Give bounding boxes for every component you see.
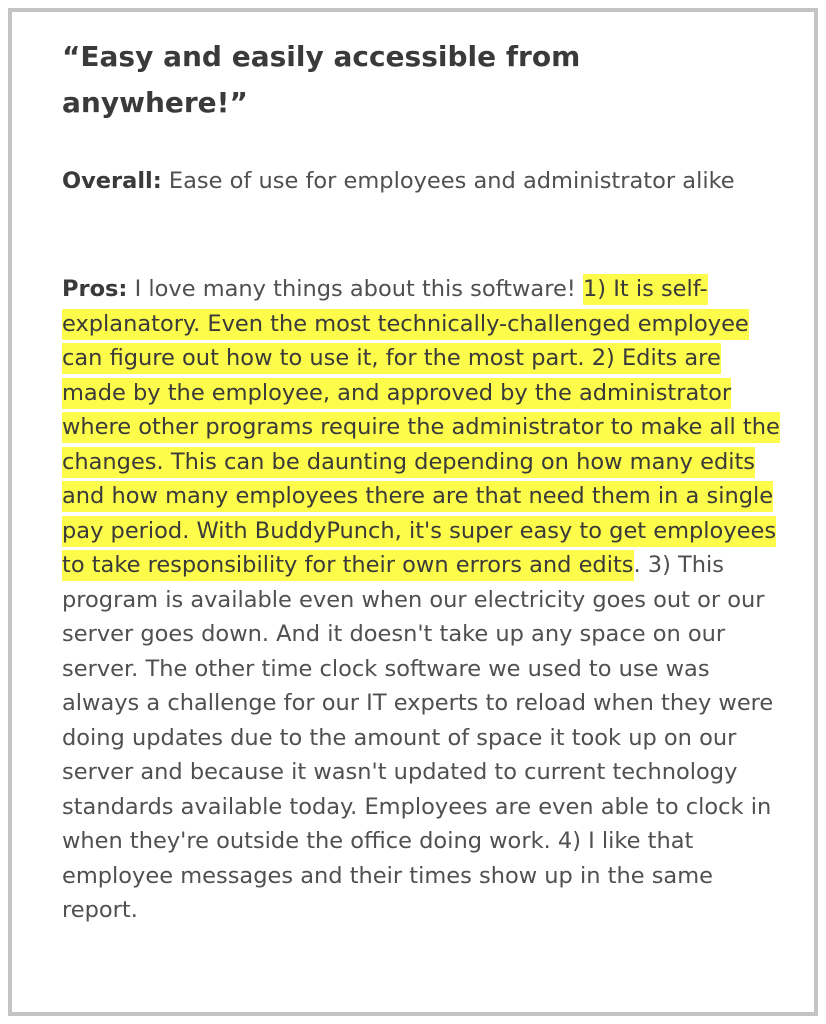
review-card [8, 8, 818, 1016]
review-title: “Easy and easily accessible from anywhere!” [62, 40, 581, 119]
overall-label: Overall: [62, 168, 162, 194]
pros-paragraph [62, 272, 782, 928]
pros-rest-text: . 3) This program is available even when our electricity goes out or our server goes down. And it doesn't take up any space on our server. The other time clock software we used to use was always a challenge for our IT experts to reload when they were doing updates due to the amount of space it took up on our server and because it wasn't updated to current technology standards available today. Employees are even able to clock in when they're outside the office doing work. 4) I like that employee messages and their times show up in the same report. [62, 552, 774, 923]
pros-highlighted-text: 1) It is self-explanatory. Even the most technically-challenged employee can figure out how to use it, for the most part. 2) Edits are made by the employee, and approved by the administrator where other programs require the administrator to make all the changes. This can be daunting depending on how many edits and how many employees there are that need them in a single pay period. With BuddyPunch, it's super easy to get employees to take responsibility for their own errors and edits [62, 274, 780, 581]
pros-label: Pros: [62, 276, 128, 302]
pros-intro-text: I love many things about this software! [127, 276, 583, 302]
overall-text: Ease of use for employees and administrator alike [161, 168, 735, 194]
overall-paragraph [62, 164, 782, 199]
